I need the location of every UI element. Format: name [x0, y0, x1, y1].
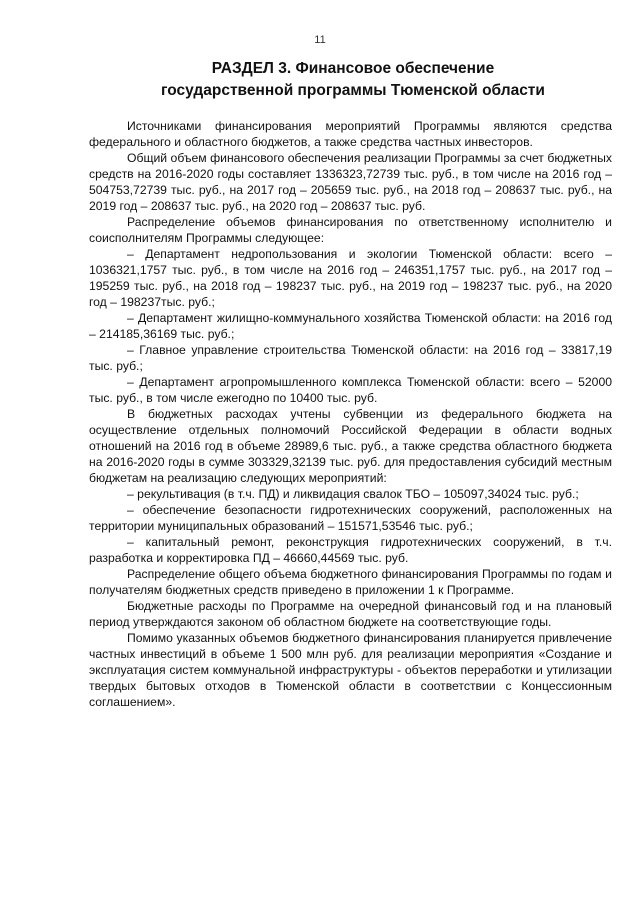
list-item-construction: – Главное управление строительства Тюменской области: на 2016 год – 33817,19 тыс. руб.; — [89, 343, 612, 373]
paragraph-distribution-intro: Распределение объемов финансирования по ответственному исполнителю и соисполнителям Программы следующее: — [89, 215, 612, 245]
section-body — [89, 118, 612, 710]
section-title-line-2: государственной программы Тюменской области — [161, 82, 545, 99]
paragraph-funding-sources: Источниками финансирования мероприятий Программы являются средства федерального и областного бюджетов, а также средства частных инвесторов. — [89, 119, 612, 149]
paragraph-appendix-reference: Распределение общего объема бюджетного финансирования Программы по годам и получателям бюджетных средств приведено в приложении 1 к Программе. — [89, 567, 612, 597]
list-item-hydro-safety: – обеспечение безопасности гидротехнических сооружений, расположенных на территории муниципальных образований – 151571,53546 тыс. руб.; — [89, 503, 612, 533]
paragraph-total-volume: Общий объем финансового обеспечения реализации Программы за счет бюджетных средств на 2016-2020 годы составляет 1336323,72739 тыс. руб., в том числе на 2016 год – 504753,72739 тыс. руб., на 2017 год – 205659 тыс. руб., на 2018 год – 208637 тыс. руб., на 2019 год – 208637 тыс. руб., на 2020 год – 208637 тыс. руб. — [89, 151, 612, 213]
page-number: 11 — [314, 34, 326, 46]
list-item-subsoil-ecology: – Департамент недропользования и экологии Тюменской области: всего – 1036321,1757 тыс. руб., в том числе на 2016 год – 246351,1757 тыс. руб., на 2017 год – 195259 тыс. руб., на 2018 год – 198237 тыс. руб., на 2019 год – 198237 тыс. руб., на 2020 год – 198237тыс. руб.; — [89, 247, 612, 309]
list-item-housing-utilities: – Департамент жилищно-коммунального хозяйства Тюменской области: на 2016 год – 214185,36169 тыс. руб.; — [89, 311, 612, 341]
paragraph-subventions: В бюджетных расходах учтены субвенции из федерального бюджета на осуществление отдельных полномочий Российской Федерации в области водных отношений на 2016 год в объеме 28989,6 тыс. руб., а также средства областного бюджета на 2016-2020 годы в сумме 303329,32139 тыс. руб. для предоставления субсидий местным бюджетам на реализацию следующих мероприятий: — [89, 407, 612, 485]
list-item-hydro-repair: – капитальный ремонт, реконструкция гидротехнических сооружений, в т.ч. разработка и корректировка ПД – 46660,44569 тыс. руб. — [89, 535, 612, 565]
paragraph-private-investment: Помимо указанных объемов бюджетного финансирования планируется привлечение частных инвестиций в объеме 1 500 млн руб. для реализации мероприятия «Создание и эксплуатация систем коммунальной инфраструктуры - объектов переработки и утилизации твердых бытовых отходов в Тюменской области в соответствии с Концессионным соглашением». — [89, 631, 612, 709]
paragraph-budget-law: Бюджетные расходы по Программе на очередной финансовый год и на плановый период утверждаются законом об областном бюджете на соответствующие годы. — [89, 599, 612, 629]
list-item-landfill-reclamation: – рекультивация (в т.ч. ПД) и ликвидация свалок ТБО – 105097,34024 тыс. руб.; — [127, 487, 579, 501]
section-title — [88, 58, 618, 102]
list-item-agro-industrial: – Департамент агропромышленного комплекса Тюменской области: всего – 52000 тыс. руб., в том числе ежегодно по 10400 тыс. руб. — [89, 375, 612, 405]
section-title-line-1: РАЗДЕЛ 3. Финансовое обеспечение — [211, 60, 495, 77]
